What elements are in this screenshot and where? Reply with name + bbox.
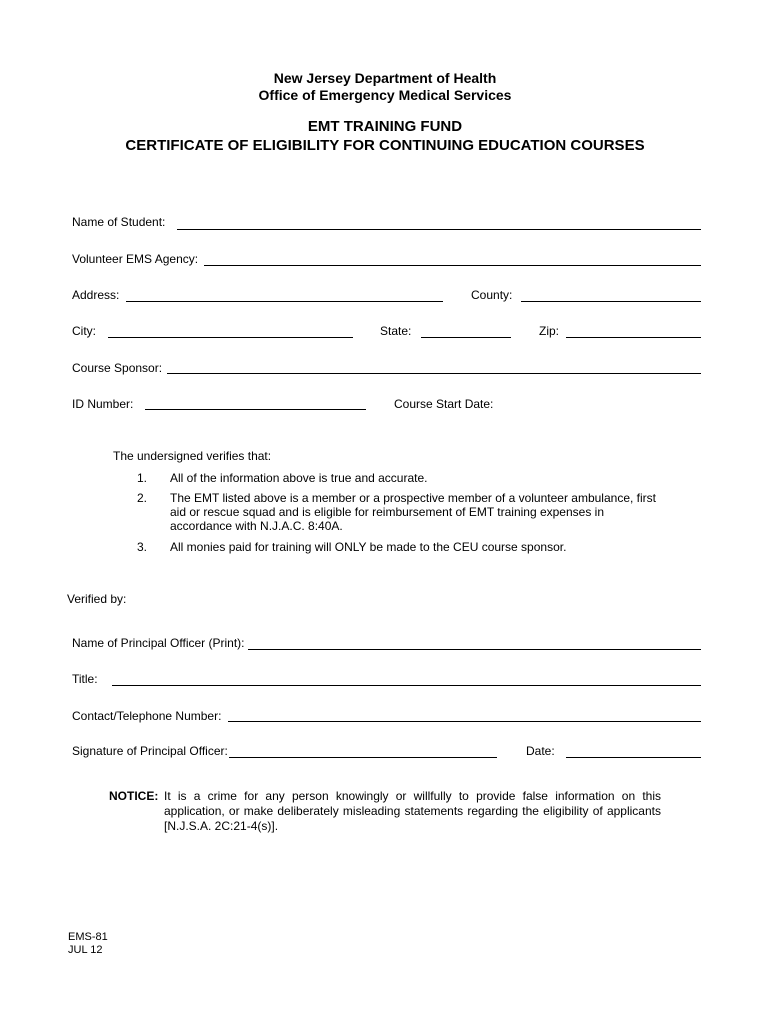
course-sponsor-field[interactable] (167, 373, 701, 374)
course-start-date-label: Course Start Date: (394, 397, 494, 411)
contact-phone-field[interactable] (228, 721, 701, 722)
name-of-student-field[interactable] (177, 229, 701, 230)
city-field[interactable] (108, 337, 353, 338)
list-item-number: 2. (137, 491, 148, 505)
list-item-text: The EMT listed above is a member or a prospective member of a volunteer ambulance, first aid or rescue squad and is eligible for reimbursement of EMT training expenses in accordance with N.J.A.C. 8:40A. (170, 491, 656, 533)
date-label: Date: (526, 744, 555, 758)
notice-text: It is a crime for any person knowingly or willfully to provide false information on this application, or make deliberately misleading statements regarding the eligibility of applicants [N.J.S.A. 2C:21-4(s)]. (164, 789, 661, 833)
title-field[interactable] (112, 685, 701, 686)
form-title: EMT TRAINING FUND (307, 118, 463, 135)
form-revision: JUL 12 (68, 944, 103, 956)
notice-label-text: NOTICE: (109, 789, 159, 803)
principal-officer-name-label: Name of Principal Officer (Print): (72, 636, 245, 650)
county-label: County: (471, 288, 513, 302)
form-number: EMS-81 (68, 931, 108, 943)
address-label: Address: (72, 288, 120, 302)
volunteer-agency-field[interactable] (204, 265, 701, 266)
address-field[interactable] (126, 301, 443, 302)
id-number-label: ID Number: (72, 397, 134, 411)
principal-officer-name-field[interactable] (248, 649, 701, 650)
list-item-text: All of the information above is true and accurate. (170, 471, 428, 485)
notice-label (109, 789, 162, 804)
form-subtitle: CERTIFICATE OF ELIGIBILITY FOR CONTINUING EDUCATION COURSES (125, 137, 645, 154)
org-name: New Jersey Department of Health (273, 70, 497, 86)
org-office: Office of Emergency Medical Services (258, 87, 512, 103)
id-number-field[interactable] (145, 409, 366, 410)
contact-phone-label: Contact/Telephone Number: (72, 709, 222, 723)
verified-by-heading: Verified by: (67, 592, 127, 606)
city-label: City: (72, 324, 96, 338)
volunteer-agency-label: Volunteer EMS Agency: (72, 252, 199, 266)
signature-label: Signature of Principal Officer: (72, 744, 228, 758)
list-item-number: 1. (137, 471, 148, 485)
list-item-number: 3. (137, 540, 148, 554)
state-field[interactable] (421, 337, 511, 338)
date-field[interactable] (566, 757, 701, 758)
list-item-text: All monies paid for training will ONLY be made to the CEU course sponsor. (170, 540, 567, 554)
verification-intro: The undersigned verifies that: (113, 449, 272, 463)
title-label: Title: (72, 672, 98, 686)
state-label: State: (380, 324, 412, 338)
zip-field[interactable] (566, 337, 701, 338)
name-of-student-label: Name of Student: (72, 215, 166, 229)
zip-label: Zip: (539, 324, 560, 338)
course-sponsor-label: Course Sponsor: (72, 361, 163, 375)
county-field[interactable] (521, 301, 701, 302)
signature-field[interactable] (229, 757, 497, 758)
